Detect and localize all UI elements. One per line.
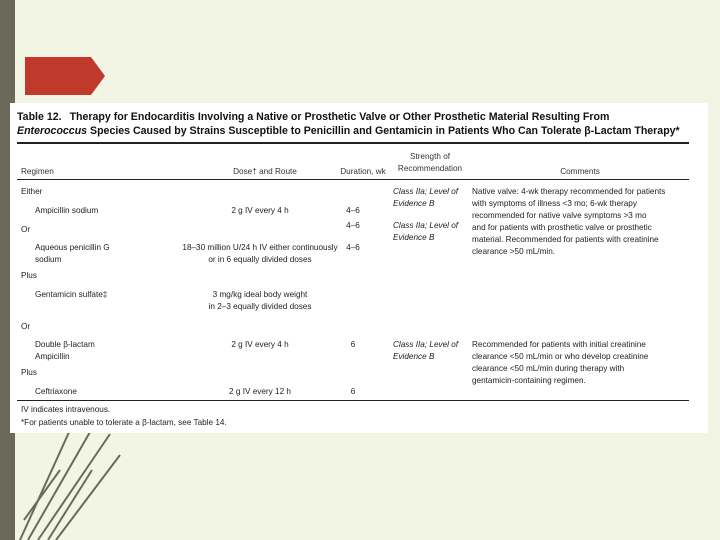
- duration-ampicillin: 4–6: [346, 206, 360, 215]
- duration-double: 6: [350, 340, 356, 349]
- strength-2-line1: Class IIa; Level of: [393, 221, 459, 230]
- regimen-penicillin-line2: sodium: [35, 255, 62, 264]
- stem-line: [24, 470, 60, 520]
- regimen-or-1: Or: [21, 225, 31, 234]
- header-dose-route: Dose† and Route: [233, 167, 297, 176]
- regimen-or-2: Or: [21, 322, 31, 331]
- comment-2-line3: clearance <50 mL/min during therapy with: [472, 364, 625, 373]
- header-duration: Duration, wk: [340, 167, 386, 176]
- strength-3-line1: Class IIa; Level of: [393, 340, 459, 349]
- comment-1-line4: and for patients with prosthetic valve or prosthetic: [472, 223, 652, 232]
- title-line1-text: Therapy for Endocarditis Involving a Native or Prosthetic Valve or Other Prosthetic Material Resulting From: [69, 111, 610, 123]
- comment-2-line2: clearance <50 mL/min or who develop creatinine: [472, 352, 649, 361]
- dose-double: 2 g IV every 4 h: [231, 340, 289, 349]
- ribbon-shape: [25, 57, 105, 95]
- comment-1-line3: recommended for native valve symptoms >3 mo: [472, 211, 647, 220]
- strength-1-line2: Evidence B: [393, 199, 435, 208]
- comment-1-line5: material. Recommended for patients with creatinine: [472, 235, 659, 244]
- header-strength-line1: Strength of: [409, 152, 451, 161]
- title-genus: Enterococcus: [17, 124, 88, 137]
- title-line2-text: Species Caused by Strains Susceptible to Penicillin and Gentamicin in Patients Who Can Tolerate β-Lactam Therapy*: [90, 124, 680, 137]
- dose-ampicillin: 2 g IV every 4 h: [231, 206, 289, 215]
- duration-or-1: 4–6: [346, 221, 360, 230]
- stem-line: [38, 434, 110, 540]
- stem-line: [48, 470, 92, 540]
- strength-1-line1: Class IIa; Level of: [393, 187, 459, 196]
- regimen-ampicillin: Ampicillin sodium: [35, 206, 99, 215]
- stem-lines: [20, 430, 120, 540]
- dose-ceftriaxone: 2 g IV every 12 h: [229, 387, 291, 396]
- regimen-double-line2: Ampicillin: [35, 352, 70, 361]
- stem-line: [28, 432, 90, 540]
- duration-penicillin: 4–6: [346, 243, 360, 252]
- header-rule: [17, 179, 689, 180]
- table-image: [10, 103, 708, 433]
- comment-2-line4: gentamicin-containing regimen.: [472, 376, 586, 385]
- regimen-double-line1: Double β-lactam: [35, 340, 95, 349]
- dose-penicillin-line1: 18–30 million U/24 h IV either continuously: [182, 243, 338, 252]
- title-ribbon: [25, 57, 105, 95]
- dose-penicillin-line2: or in 6 equally divided doses: [208, 255, 312, 264]
- top-rule: [17, 142, 689, 144]
- title-line-2: [17, 125, 697, 139]
- dose-gentamicin-line2: in 2–3 equally divided doses: [208, 302, 312, 311]
- title-number: Table 12.: [17, 111, 62, 123]
- comment-1-line2: with symptoms of illness <3 mo; 6-wk therapy: [472, 199, 637, 208]
- stem-line: [56, 455, 120, 540]
- strength-3-line2: Evidence B: [393, 352, 435, 361]
- header-regimen: Regimen: [21, 167, 54, 176]
- footnote-beta-lactam: *For patients unable to tolerate a β-lactam, see Table 14.: [21, 418, 227, 427]
- regimen-gentamicin: Gentamicin sulfate‡: [35, 290, 108, 299]
- duration-ceftriaxone: 6: [350, 387, 356, 396]
- header-strength-line2: Recommendation: [397, 164, 463, 173]
- title-line-1: [17, 111, 697, 125]
- regimen-either: Either: [21, 187, 43, 196]
- regimen-penicillin-line1: Aqueous penicillin G: [35, 243, 110, 252]
- regimen-ceftriaxone: Ceftriaxone: [35, 387, 77, 396]
- strength-2-line2: Evidence B: [393, 233, 435, 242]
- regimen-plus-2: Plus: [21, 368, 37, 377]
- comment-1-line6: clearance >50 mL/min.: [472, 247, 556, 256]
- dose-gentamicin-line1: 3 mg/kg ideal body weight: [212, 290, 308, 299]
- comment-2-line1: Recommended for patients with initial creatinine: [472, 340, 646, 349]
- regimen-plus-1: Plus: [21, 271, 37, 280]
- header-comments: Comments: [560, 167, 600, 176]
- footnote-abbrev: IV indicates intravenous.: [21, 405, 111, 414]
- bottom-rule: [17, 400, 689, 401]
- comment-1-line1: Native valve: 4-wk therapy recommended for patients: [472, 187, 666, 196]
- table-title: [17, 111, 697, 138]
- stem-line: [20, 430, 70, 540]
